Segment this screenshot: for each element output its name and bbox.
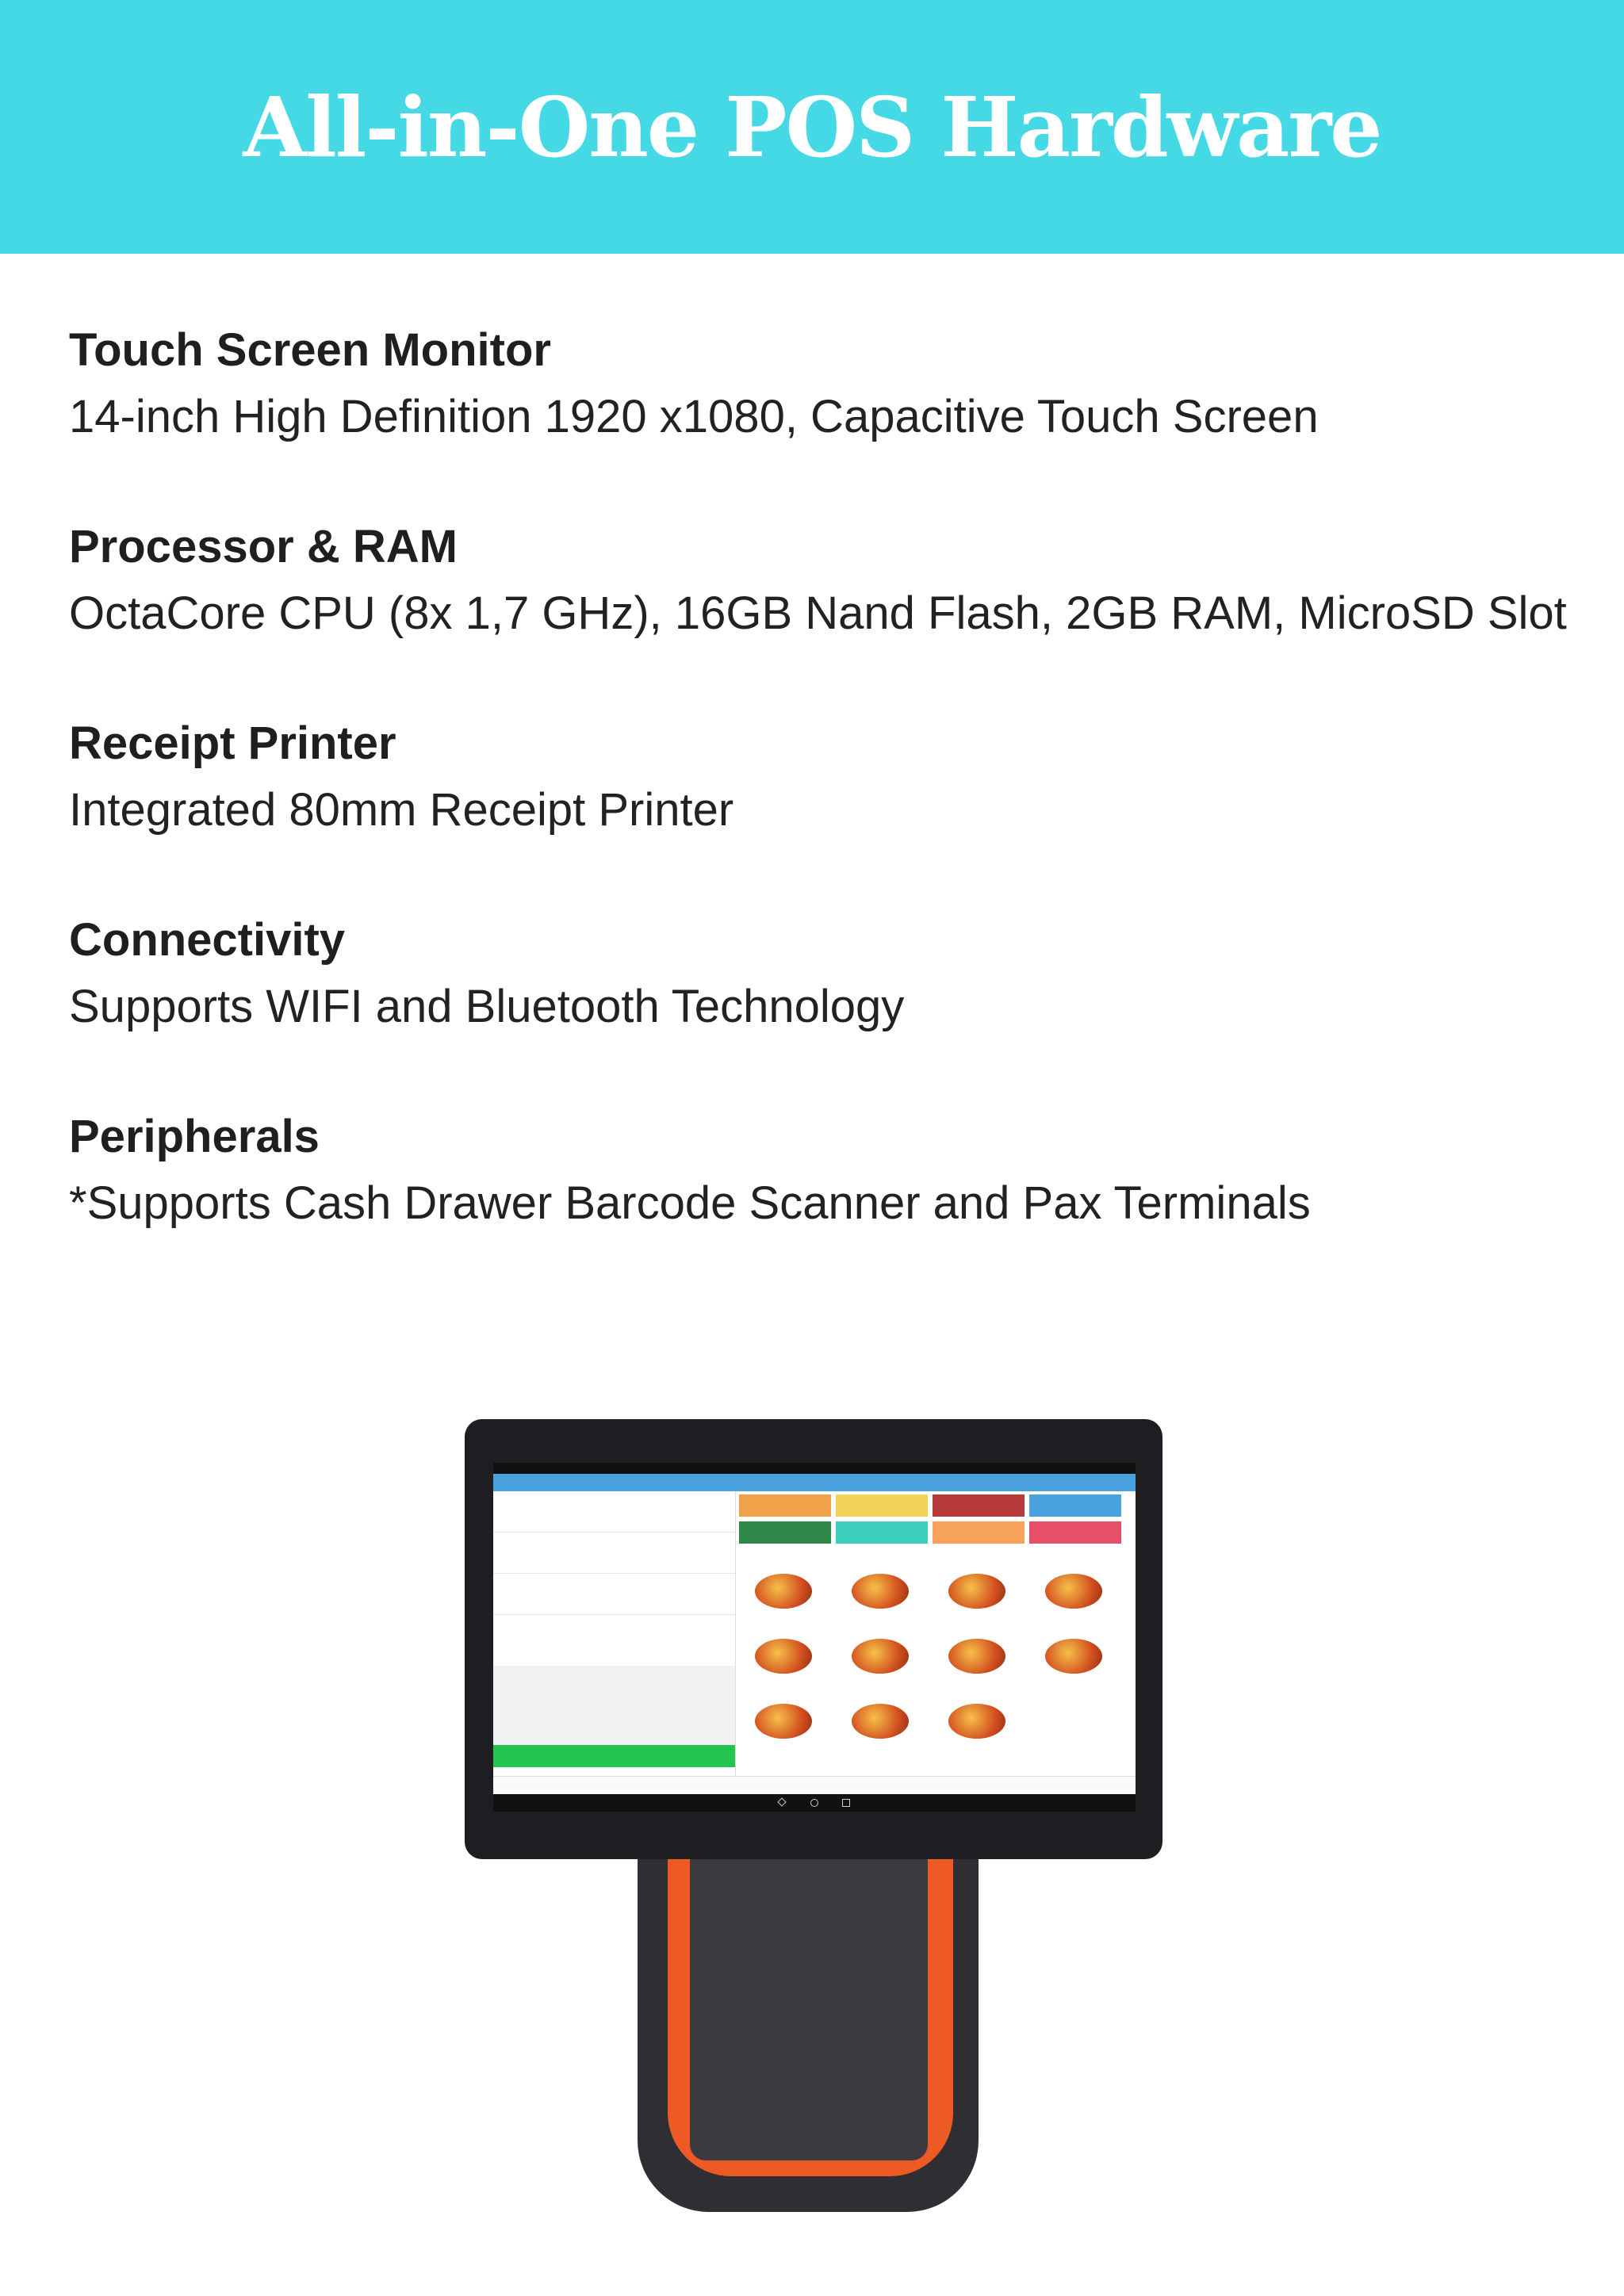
- spec-printer: [69, 710, 1576, 844]
- screen-item-tile: [741, 1696, 829, 1753]
- screen-item-tile: [837, 1631, 926, 1688]
- back-icon: [777, 1797, 786, 1806]
- screen-item-tile: [741, 1566, 829, 1623]
- header-banner: [0, 0, 1624, 254]
- screen-order-row: [493, 1491, 735, 1533]
- screen-order-panel: [493, 1491, 736, 1793]
- monitor-bezel: [465, 1419, 1162, 1859]
- spec-title: Receipt Printer: [69, 718, 396, 769]
- spec-description: 14-inch High Definition 1920 x1080, Capacitive Touch Screen: [69, 391, 1319, 442]
- screen-nav-bar: [493, 1794, 1136, 1812]
- printer-cover: [690, 1843, 928, 2160]
- spec-description: *Supports Cash Drawer Barcode Scanner and Pax Terminals: [69, 1177, 1311, 1229]
- monitor-screen: [493, 1463, 1136, 1812]
- screen-pay-bar: [493, 1745, 735, 1767]
- screen-item-tile: [837, 1566, 926, 1623]
- spec-description: Integrated 80mm Receipt Printer: [69, 784, 734, 836]
- pos-terminal-image: [460, 1415, 1174, 2208]
- screen-item-tile: [934, 1696, 1023, 1753]
- screen-status-bar: [493, 1463, 1136, 1474]
- spec-title: Peripherals: [69, 1111, 320, 1162]
- screen-category: [933, 1521, 1025, 1544]
- screen-order-row: [493, 1533, 735, 1574]
- spec-title: Touch Screen Monitor: [69, 324, 551, 376]
- screen-category: [836, 1494, 928, 1517]
- screen-order-row: [493, 1574, 735, 1615]
- screen-category: [933, 1494, 1025, 1517]
- screen-item-tile: [1031, 1566, 1120, 1623]
- spec-processor: [69, 514, 1576, 647]
- spec-description: OctaCore CPU (8x 1,7 GHz), 16GB Nand Flash, 2GB RAM, MicroSD Slot: [69, 587, 1567, 639]
- screen-item-tile: [837, 1696, 926, 1753]
- screen-totals: [493, 1666, 735, 1745]
- screen-item-tile: [741, 1631, 829, 1688]
- page-title: All-in-One POS Hardware: [243, 78, 1381, 176]
- screen-category: [1029, 1521, 1121, 1544]
- spec-touch-screen: [69, 317, 1576, 450]
- spec-connectivity: [69, 907, 1576, 1040]
- screen-footer: [493, 1776, 1136, 1794]
- screen-category: [739, 1521, 831, 1544]
- screen-item-tile: [1031, 1631, 1120, 1688]
- spec-list: [69, 317, 1576, 1300]
- spec-peripherals: [69, 1104, 1576, 1237]
- screen-category: [1029, 1494, 1121, 1517]
- spec-description: Supports WIFI and Bluetooth Technology: [69, 981, 905, 1032]
- screen-item-tile: [934, 1631, 1023, 1688]
- screen-category: [739, 1494, 831, 1517]
- screen-item-tile: [934, 1566, 1023, 1623]
- home-icon: [810, 1799, 818, 1807]
- spec-title: Processor & RAM: [69, 521, 458, 572]
- spec-title: Connectivity: [69, 914, 346, 966]
- recents-icon: [842, 1799, 850, 1807]
- screen-category: [836, 1521, 928, 1544]
- screen-top-bar: [493, 1474, 1136, 1491]
